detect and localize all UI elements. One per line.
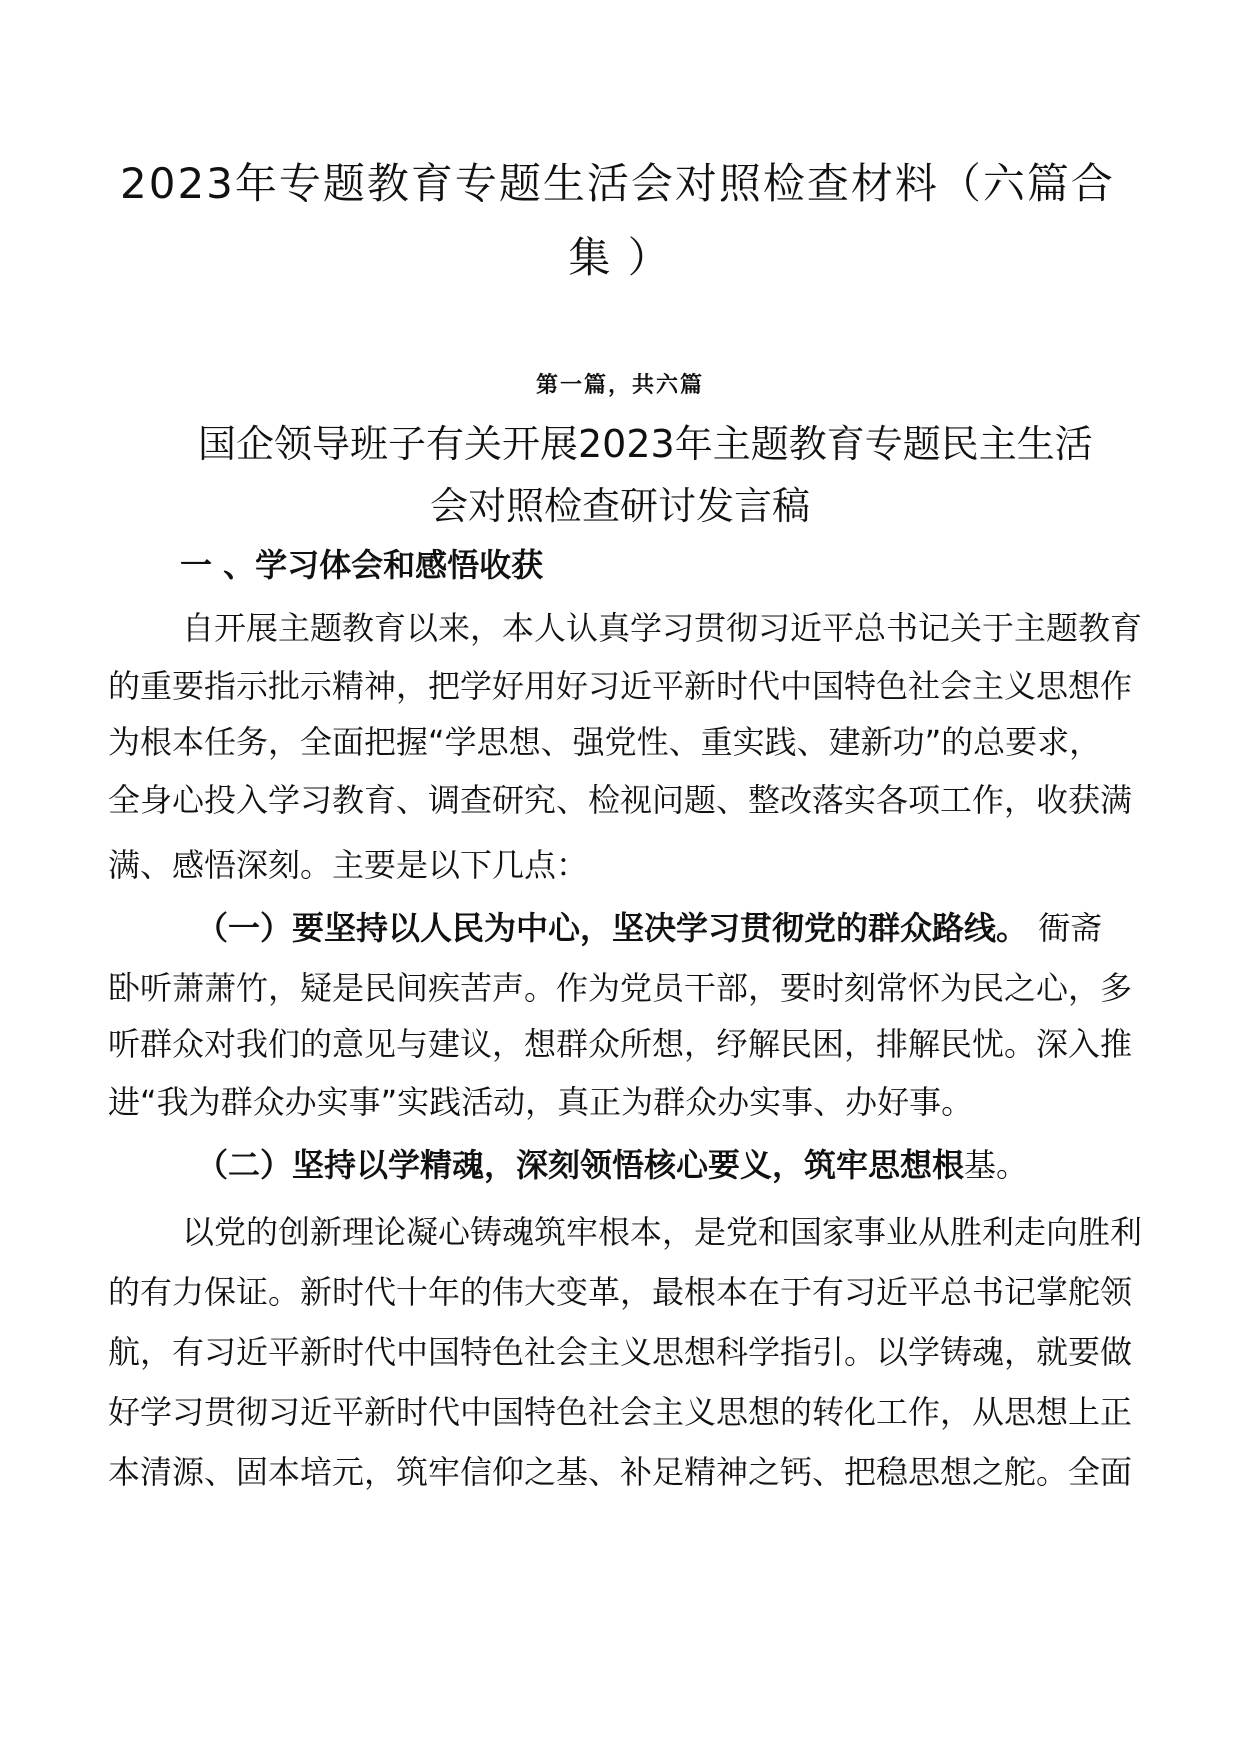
paragraph-line: 进“我为群众办实事”实践活动，真正为群众办实事、办好事。 <box>108 1083 974 1121</box>
paragraph-line: 自开展主题教育以来，本人认真学习贯彻习近平总书记关于主题教育 <box>182 609 1143 647</box>
subsection-heading-bold: （二）坚持以学精魂，深刻领悟核心要义，筑牢思想根 <box>196 1146 965 1184</box>
subsection-heading-tail: 基。 <box>964 1146 1029 1184</box>
paragraph-line: 以党的创新理论凝心铸魂筑牢根本，是党和国家事业从胜利走向胜利 <box>182 1213 1143 1251</box>
subsection-heading-bold: （一）要坚持以人民为中心，坚决学习贯彻党的群众路线。 <box>196 909 1029 947</box>
subsection-heading-tail: 衙斋 <box>1028 909 1103 947</box>
subsection-heading <box>196 908 1102 948</box>
article-title-line2: 会对照检查研讨发言稿 <box>429 484 810 528</box>
paragraph-line: 的重要指示批示精神，把学好用好习近平新时代中国特色社会主义思想作 <box>108 667 1133 705</box>
paragraph-line: 为根本任务，全面把握“学思想、强党性、重实践、建新功”的总要求， <box>108 723 1102 761</box>
paragraph-line: 的有力保证。新时代十年的伟大变革，最根本在于有习近平总书记掌舵领 <box>108 1273 1133 1311</box>
paragraph-line: 好学习贯彻习近平新时代中国特色社会主义思想的转化工作，从思想上正 <box>108 1393 1133 1431</box>
paragraph-line: 航，有习近平新时代中国特色社会主义思想科学指引。以学铸魂，就要做 <box>108 1333 1133 1371</box>
paragraph-line: 卧听萧萧竹，疑是民间疾苦声。作为党员干部，要时刻常怀为民之心，多 <box>108 969 1133 1007</box>
section-heading: 一 、学习体会和感悟收获 <box>180 546 544 584</box>
document-title-line1: 2023年专题教育专题生活会对照检查材料（六篇合 <box>120 159 1115 208</box>
part-label: 第一篇，共六篇 <box>535 372 704 398</box>
paragraph-line: 满、感悟深刻。主要是以下几点： <box>108 846 589 884</box>
document-title-line2: 集 ） <box>568 233 672 282</box>
paragraph-line: 本清源、固本培元，筑牢信仰之基、补足精神之钙、把稳思想之舵。全面 <box>108 1453 1133 1491</box>
subsection-heading <box>196 1145 1028 1185</box>
article-title-line1: 国企领导班子有关开展2023年主题教育专题民主生活 <box>198 422 1093 466</box>
paragraph-line: 全身心投入学习教育、调查研究、检视问题、整改落实各项工作，收获满 <box>108 781 1133 819</box>
paragraph-line: 听群众对我们的意见与建议，想群众所想，纾解民困，排解民忧。深入推 <box>108 1025 1133 1063</box>
